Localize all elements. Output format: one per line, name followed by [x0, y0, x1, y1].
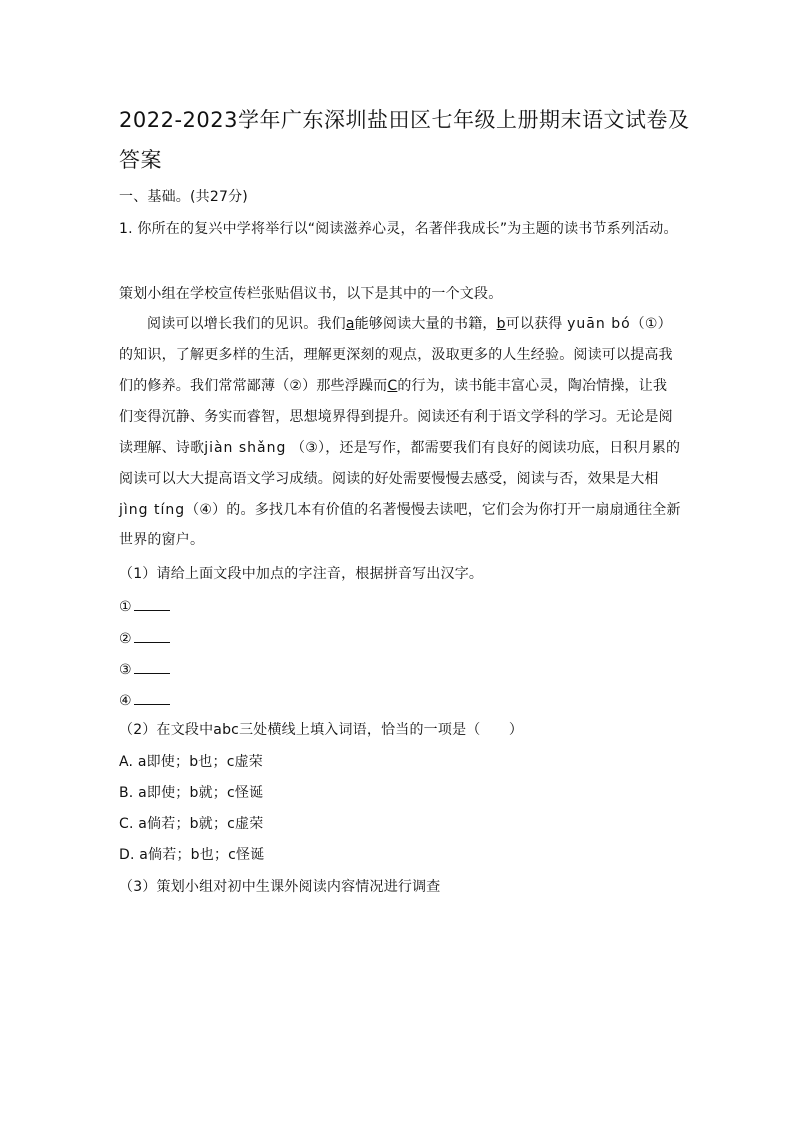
sub-question-3: （3）策划小组对初中生课外阅读内容情况进行调查: [119, 879, 441, 895]
question-1-context: 策划小组在学校宣传栏张贴倡议书，以下是其中的一个文段。: [119, 286, 503, 302]
sub-question-2: （2）在文段中abc三处横线上填入词语，恰当的一项是（ ）: [119, 722, 524, 738]
section-heading: 一、基础。(共27分): [119, 189, 248, 205]
answer-blank-2[interactable]: ②: [119, 628, 170, 647]
blank-a: a: [345, 316, 355, 332]
passage-line-2: 的知识，了解更多样的生活，理解更深刻的观点，汲取更多的人生经验。阅读可以提高我: [119, 347, 673, 363]
title-line-1: 2022-2023学年广东深圳盐田区七年级上册期末语文试卷及: [119, 108, 690, 132]
blank-c: C: [387, 378, 398, 394]
passage-line-1: 阅读可以增长我们的见识。我们a能够阅读大量的书籍，b可以获得 yuān bó（①）: [147, 316, 672, 332]
sub-question-1: （1）请给上面文段中加点的字注音，根据拼音写出汉字。: [119, 566, 484, 582]
passage-line-3: 们的修养。我们常常鄙薄（②）那些浮躁而C的行为，读书能丰富心灵，陶冶情操，让我: [119, 378, 668, 394]
pinyin-3: jiàn shǎng: [204, 440, 287, 456]
passage-line-8: 世界的窗户。: [119, 532, 205, 548]
passage-line-5: 读理解、诗歌jiàn shǎng （③），还是写作，都需要我们有良好的阅读功底，日积月累的: [119, 440, 681, 456]
option-b[interactable]: B. a即使；b就；c怪诞: [119, 785, 264, 801]
passage-line-6: 阅读可以大大提高语文学习成绩。阅读的好处需要慢慢去感受，阅读与否，效果是大相: [119, 471, 659, 487]
pinyin-1: yuān bó: [567, 316, 631, 332]
option-c[interactable]: C. a倘若；b就；c虚荣: [119, 816, 264, 832]
option-a[interactable]: A. a即使；b也；c虚荣: [119, 754, 263, 770]
option-d[interactable]: D. a倘若；b也；c怪诞: [119, 847, 265, 863]
title-line-2: 答案: [119, 148, 162, 172]
passage-line-4: 们变得沉静、务实而睿智，思想境界得到提升。阅读还有利于语文学科的学习。无论是阅: [119, 409, 673, 425]
answer-blank-1[interactable]: ①: [119, 596, 170, 615]
blank-b: b: [496, 316, 506, 332]
question-1-intro: 1. 你所在的复兴中学将举行以“阅读滋养心灵，名著伴我成长”为主题的读书节系列活动。: [119, 221, 678, 237]
answer-blank-4[interactable]: ④: [119, 690, 170, 709]
pinyin-4: jìng tíng: [119, 502, 186, 518]
answer-blank-3[interactable]: ③: [119, 659, 170, 678]
passage-line-7: jìng tíng（④）的。多找几本有价值的名著慢慢去读吧，它们会为你打开一扇扇通往全新: [119, 502, 681, 518]
